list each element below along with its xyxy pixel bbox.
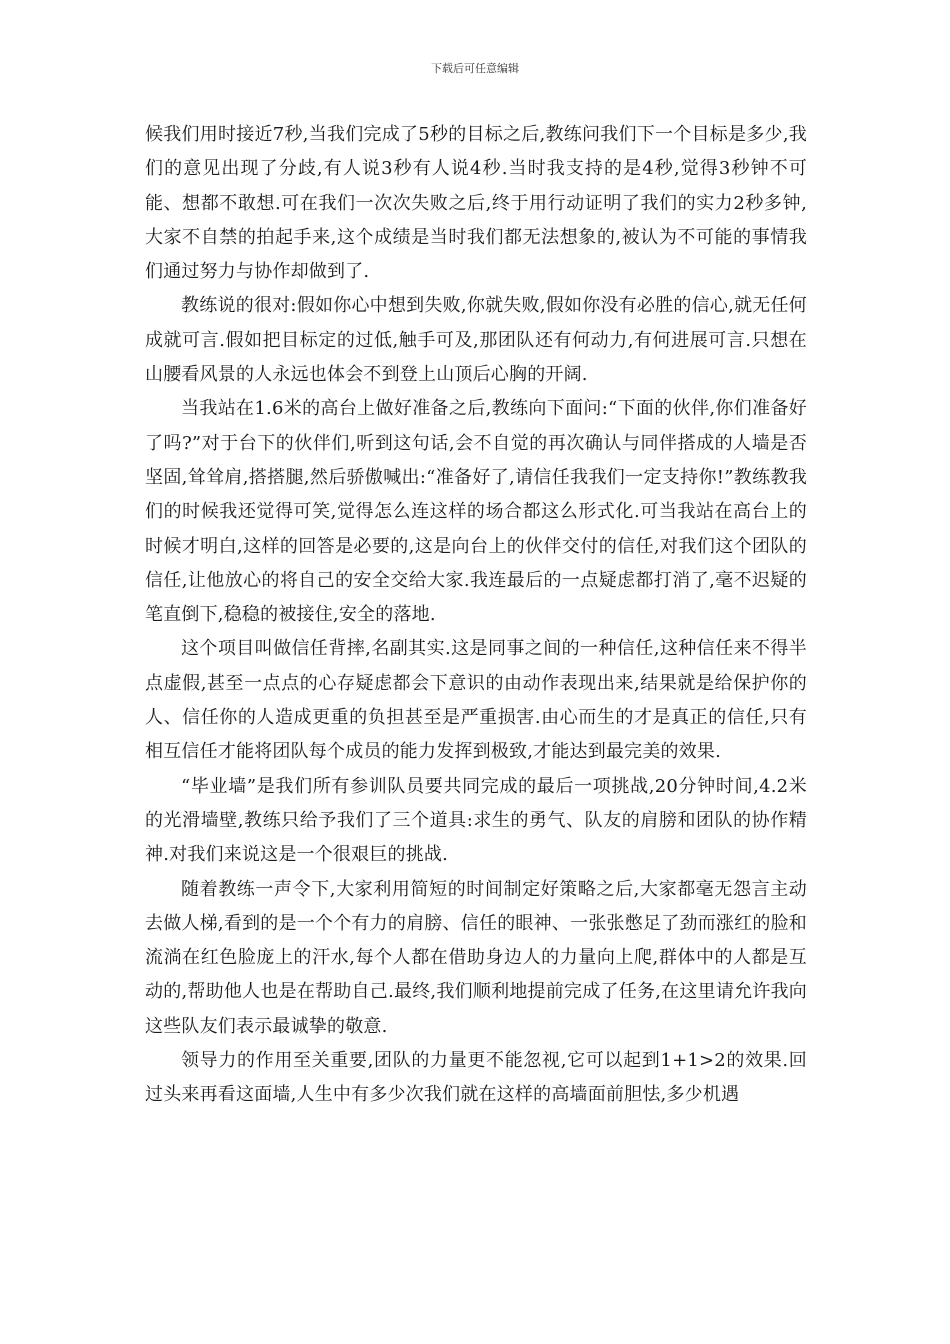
paragraph-1: 候我们用时接近7秒,当我们完成了5秒的目标之后,教练问我们下一个目标是多少,我们的意见出现了分歧,有人说3秒有人说4秒.当时我支持的是4秒,觉得3秒钟不可能、想都不敢想.可在我们一次次失败之后,终于用行动证明了我们的实力2秒多钟,大家不自禁的拍起手来,这个成绩是当时我们都无法想象的,被认为不可能的事情我们通过努力与协作却做到了.	[145, 124, 807, 283]
paragraph-5: “毕业墙”是我们所有参训队员要共同完成的最后一项挑战,20分钟时间,4.2米的光滑墙壁,教练只给予我们了三个道具:求生的勇气、队友的肩膀和团队的协作精神.对我们来说这是一个很艰巨的挑战.	[145, 775, 807, 866]
paragraph-6: 随着教练一声令下,大家利用简短的时间制定好策略之后,大家都毫无怨言主动去做人梯,看到的是一个个有力的肩膀、信任的眼神、一张张憋足了劲而涨红的脸和流淌在红色脸庞上的汗水,每个人都在借助身边人的力量向上爬,群体中的人都是互动的,帮助他人也是在帮助自己.最终,我们顺利地提前完成了任务,在这里请允许我向这些队友们表示最诚挚的敬意.	[145, 878, 807, 1037]
document-body	[145, 118, 807, 1113]
paragraph-2: 教练说的很对:假如你心中想到失败,你就失败,假如你没有必胜的信心,就无任何成就可言.假如把目标定的过低,触手可及,那团队还有何动力,有何进展可言.只想在山腰看风景的人永远也体会不到登上山顶后心胸的开阔.	[145, 295, 807, 386]
paragraph-4: 这个项目叫做信任背摔,名副其实.这是同事之间的一种信任,这种信任来不得半点虚假,甚至一点点的心存疑虑都会下意识的由动作表现出来,结果就是给保护你的人、信任你的人造成更重的负担甚至是严重损害.由心而生的才是真正的信任,只有相互信任才能将团队每个成员的能力发挥到极致,才能达到最完美的效果.	[145, 638, 807, 763]
page-header-note: 下载后可任意编辑	[431, 62, 519, 75]
paragraph-3: 当我站在1.6米的高台上做好准备之后,教练向下面问:“下面的伙伴,你们准备好了吗?”对于台下的伙伴们,听到这句话,会不自觉的再次确认与同伴搭成的人墙是否坚固,耸耸肩,搭搭腿,然后骄傲喊出:“准备好了,请信任我我们一定支持你!”教练教我们的时候我还觉得可笑,觉得怎么连这样的场合都这么形式化.可当我站在高台上的时候才明白,这样的回答是必要的,这是向台上的伙伴交付的信任,对我们这个团队的信任,让他放心的将自己的安全交给大家.我连最后的一点疑虑都打消了,毫不迟疑的笔直倒下,稳稳的被接住,安全的落地.	[145, 398, 807, 626]
paragraph-7: 领导力的作用至关重要,团队的力量更不能忽视,它可以起到1+1>2的效果.回过头来再看这面墙,人生中有多少次我们就在这样的高墙面前胆怯,多少机遇	[145, 1050, 807, 1106]
